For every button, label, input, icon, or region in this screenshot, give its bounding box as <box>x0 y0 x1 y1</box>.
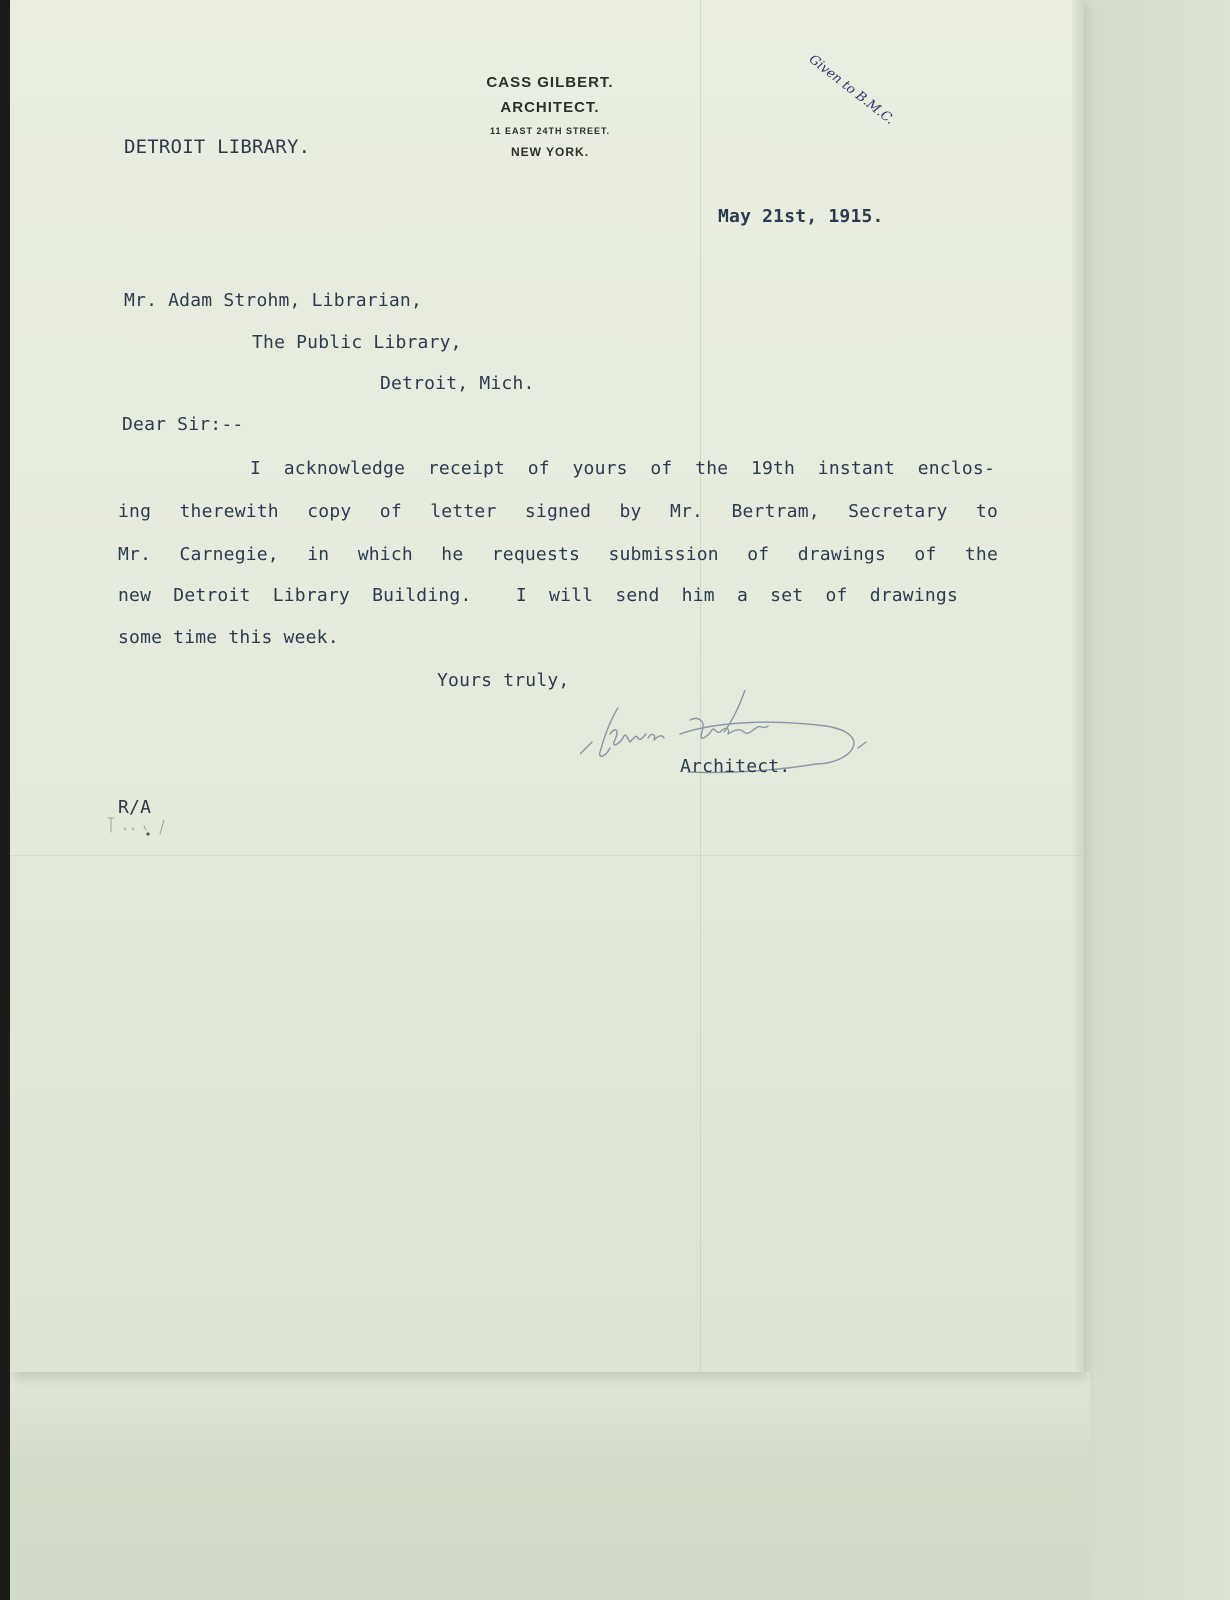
typist-initials: R/A <box>118 797 152 818</box>
signature-title: Architect. <box>680 756 791 777</box>
body-line-4: new Detroit Library Building. I will send him a set of drawings <box>118 585 958 606</box>
letterhead-city: NEW YORK. <box>510 145 590 159</box>
recipient-line-3: Detroit, Mich. <box>380 373 535 394</box>
letter-sheet-edge <box>1072 0 1084 1372</box>
body-line-1: I acknowledge receipt of yours of the 19th instant enclos- <box>250 458 995 479</box>
body-line-2: ing therewith copy of letter signed by Mr. Bertram, Secretary to <box>118 501 998 522</box>
letterhead-address: 11 EAST 24TH STREET. <box>489 126 611 136</box>
salutation: Dear Sir:-- <box>122 414 244 435</box>
header-label: DETROIT LIBRARY. <box>124 136 311 158</box>
body-line-3: Mr. Carnegie, in which he requests submission of drawings of the <box>118 544 998 565</box>
letter-date: May 21st, 1915. <box>718 206 884 227</box>
recipient-line-2: The Public Library, <box>252 332 462 353</box>
stamp-given-to: Given to B.M.C. <box>805 52 897 128</box>
body-line-5: some time this week. <box>118 627 339 648</box>
letterhead-name: CASS GILBERT. <box>486 74 614 91</box>
scan-backdrop <box>1080 0 1230 1600</box>
recipient-line-1: Mr. Adam Strohm, Librarian, <box>124 290 422 311</box>
vertical-fold-line <box>700 0 701 1372</box>
letterhead-title: ARCHITECT. <box>500 99 600 116</box>
pencil-mark <box>104 812 184 848</box>
closing: Yours truly, <box>437 670 570 691</box>
scan-left-edge <box>0 0 10 1600</box>
horizontal-fold-line <box>10 855 1082 856</box>
handwritten-signature <box>580 690 880 800</box>
scan-bottom-backdrop <box>10 1372 1090 1600</box>
